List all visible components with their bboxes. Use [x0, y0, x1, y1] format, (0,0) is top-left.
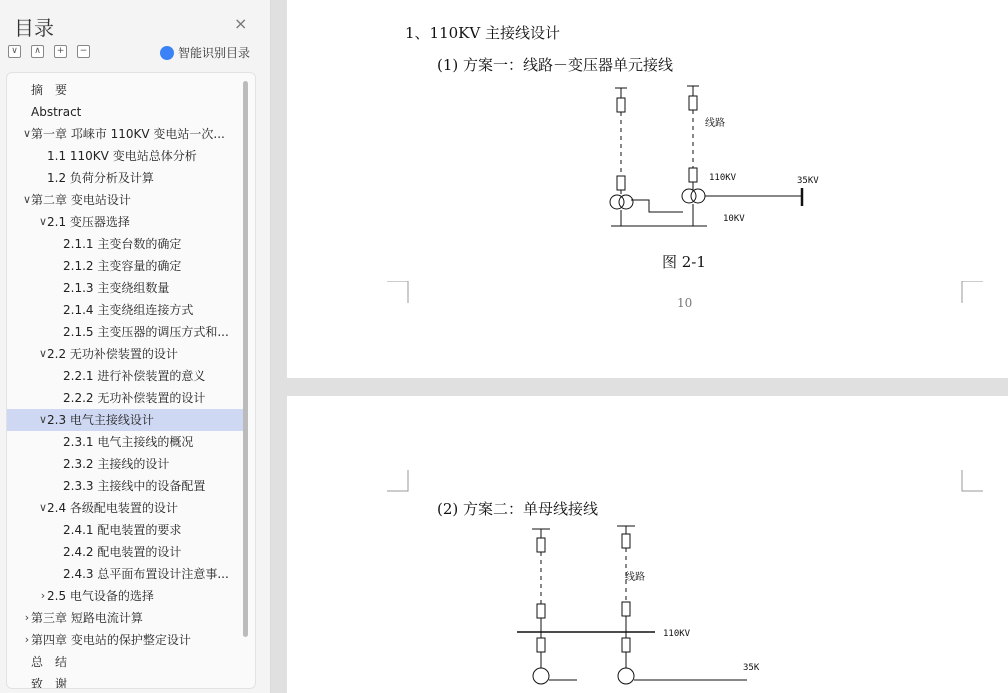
toc-item[interactable] [7, 211, 243, 233]
toc-item-label: 2.1.3 主变绕组数量 [63, 281, 170, 295]
toc-item-label: Abstract [31, 105, 82, 119]
toc-item-label: 1.2 负荷分析及计算 [47, 171, 154, 185]
chevron-down-icon[interactable]: ∨ [38, 215, 48, 228]
toc-item[interactable] [7, 607, 243, 629]
toc-item[interactable] [7, 299, 243, 321]
lv-voltage-label: 10KV [723, 214, 745, 224]
line-label: 线路 [625, 572, 645, 583]
toc-item[interactable] [7, 123, 243, 145]
left-transformer-winding-2 [619, 195, 633, 209]
toc-item-label: 2.4.2 配电装置的设计 [63, 545, 182, 559]
toc-list [7, 79, 243, 689]
toc-toolbar [8, 45, 90, 58]
chevron-down-icon[interactable]: ∨ [22, 193, 32, 206]
toc-item-label: 致 谢 [31, 677, 68, 689]
toc-item-label: 2.1.1 主变台数的确定 [63, 237, 182, 251]
chevron-down-icon[interactable]: ∨ [38, 347, 48, 360]
left-lower-disconnect [537, 638, 545, 652]
left-transformer-winding-1 [610, 195, 624, 209]
collapse-all-icon[interactable]: ∨ [8, 45, 21, 58]
document-page-11 [287, 396, 1008, 693]
right-breaker [622, 602, 630, 616]
toc-item-label: 第一章 邛崃市 110KV 变电站一次... [31, 127, 225, 141]
toc-item-label: 2.3.2 主接线的设计 [63, 457, 170, 471]
chevron-down-icon[interactable]: ∨ [22, 127, 32, 140]
hv-voltage-label: 110KV [709, 173, 737, 183]
toc-item[interactable] [7, 651, 243, 673]
smart-recognize-toc-button[interactable] [160, 44, 250, 61]
toc-sidebar [0, 0, 271, 693]
toc-item-label: 2.4.3 总平面布置设计注意事... [63, 567, 229, 581]
toc-item-label: 2.2.2 无功补偿装置的设计 [63, 391, 206, 405]
toc-item-label: 2.3.3 主接线中的设备配置 [63, 479, 206, 493]
toc-item[interactable] [7, 387, 243, 409]
close-icon[interactable]: × [234, 14, 248, 33]
toc-item[interactable] [7, 585, 243, 607]
toc-item-label: 2.1 变压器选择 [47, 215, 130, 229]
toc-item[interactable] [7, 519, 243, 541]
toc-item[interactable] [7, 453, 243, 475]
right-top-disconnect [622, 534, 630, 548]
remove-heading-icon[interactable]: − [77, 45, 90, 58]
sidebar-title: 目录 [14, 16, 54, 40]
figure-caption: 图 2-1 [662, 253, 706, 271]
expand-all-icon[interactable]: ∧ [31, 45, 44, 58]
chevron-right-icon[interactable]: › [24, 633, 30, 646]
scheme-two-heading: (2) 方案二：单母线接线 [437, 500, 599, 518]
document-page-10 [287, 0, 1008, 378]
right-top-disconnect [689, 96, 697, 110]
toc-item[interactable] [7, 145, 243, 167]
right-transformer-winding-2 [691, 189, 705, 203]
toc-item[interactable] [7, 343, 243, 365]
toc-scrollbar[interactable] [243, 81, 248, 637]
toc-item-label: 2.3.1 电气主接线的概况 [63, 435, 194, 449]
line-label: 线路 [705, 118, 725, 129]
toc-item-label: 第三章 短路电流计算 [31, 611, 143, 625]
smart-recognize-label: 智能识别目录 [178, 46, 251, 60]
toc-item-label: 摘 要 [31, 83, 68, 97]
toc-item[interactable] [7, 233, 243, 255]
left-breaker [537, 604, 545, 618]
document-view[interactable] [271, 0, 1008, 693]
toc-item-label: 2.2.1 进行补偿装置的意义 [63, 369, 206, 383]
toc-item[interactable] [7, 629, 243, 651]
mv-voltage-label: 35K [743, 663, 760, 673]
chevron-right-icon[interactable]: › [24, 611, 30, 624]
toc-item[interactable] [7, 321, 243, 343]
toc-item-label: 第四章 变电站的保护整定设计 [31, 633, 191, 647]
toc-item-label: 1.1 110KV 变电站总体分析 [47, 149, 197, 163]
chevron-down-icon[interactable]: ∨ [38, 413, 48, 426]
toc-item[interactable] [7, 277, 243, 299]
toc-item[interactable] [7, 563, 243, 585]
toc-item-label: 2.1.4 主变绕组连接方式 [63, 303, 194, 317]
toc-item-label: 总 结 [31, 655, 68, 669]
toc-list-container [6, 72, 256, 689]
left-top-disconnect [537, 538, 545, 552]
toc-item[interactable] [7, 673, 243, 689]
page-corner-mark [387, 281, 409, 303]
toc-item-label: 2.2 无功补偿装置的设计 [47, 347, 178, 361]
toc-item-label: 2.1.5 主变压器的调压方式和... [63, 325, 229, 339]
toc-item[interactable] [7, 167, 243, 189]
page-number: 10 [677, 296, 693, 310]
hv-voltage-label: 110KV [663, 629, 691, 639]
left-transformer [533, 668, 549, 684]
right-transformer [618, 668, 634, 684]
toc-item[interactable] [7, 409, 243, 431]
toc-item-label: 2.1.2 主变容量的确定 [63, 259, 182, 273]
left-breaker [617, 176, 625, 190]
page-corner-mark [961, 281, 983, 303]
left-top-disconnect [617, 98, 625, 112]
add-heading-icon[interactable]: + [54, 45, 67, 58]
toc-item[interactable] [7, 101, 243, 123]
section-heading: 1、110KV 主接线设计 [405, 24, 560, 42]
toc-item-label: 2.3 电气主接线设计 [47, 413, 154, 427]
toc-item[interactable] [7, 189, 243, 211]
page-corner-mark [961, 470, 983, 492]
chevron-down-icon[interactable]: ∨ [38, 501, 48, 514]
toc-item[interactable] [7, 497, 243, 519]
toc-item[interactable] [7, 475, 243, 497]
toc-item-label: 第二章 变电站设计 [31, 193, 131, 207]
right-breaker [689, 168, 697, 182]
figure-2-1-diagram [587, 84, 837, 244]
toc-item-label: 2.5 电气设备的选择 [47, 589, 154, 603]
right-transformer-winding-1 [682, 189, 696, 203]
scheme-one-heading: (1) 方案一：线路－变压器单元接线 [437, 56, 674, 74]
mv-voltage-label: 35KV [797, 176, 819, 186]
toc-item[interactable] [7, 431, 243, 453]
toc-item[interactable] [7, 541, 243, 563]
toc-item[interactable] [7, 79, 243, 101]
chevron-right-icon[interactable]: › [40, 589, 46, 602]
right-lower-disconnect [622, 638, 630, 652]
toc-item-label: 2.4 各级配电装置的设计 [47, 501, 178, 515]
ai-icon [160, 46, 174, 60]
toc-item[interactable] [7, 255, 243, 277]
toc-item[interactable] [7, 365, 243, 387]
page-corner-mark [387, 470, 409, 492]
single-bus-diagram [507, 524, 777, 693]
toc-item-label: 2.4.1 配电装置的要求 [63, 523, 182, 537]
